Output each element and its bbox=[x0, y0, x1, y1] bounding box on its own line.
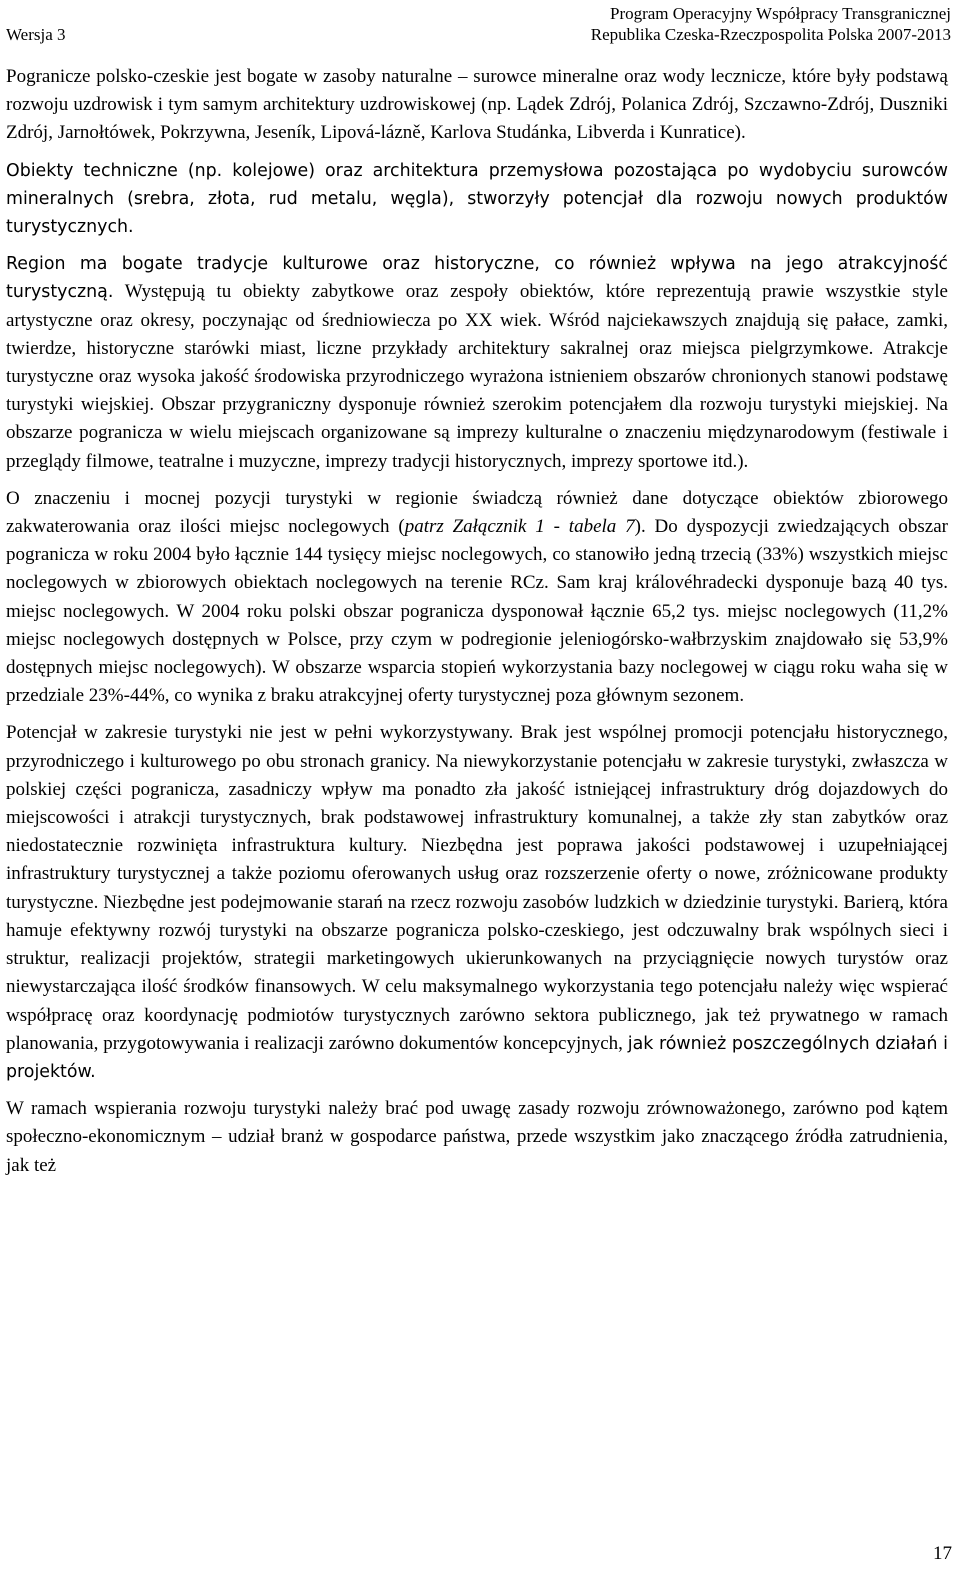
paragraph-cultural-traditions bbox=[6, 250, 948, 476]
paragraph-tourism-potential-end: jak również poszczególnych działań i projektów. bbox=[6, 1033, 948, 1082]
paragraph-accommodation bbox=[6, 485, 948, 711]
program-title-line-2: Republika Czeska-Rzeczpospolita Polska 2007-2013 bbox=[590, 25, 951, 44]
paragraph-accommodation-text-a: O znaczeniu i mocnej pozycji turystyki w regionie świadczą również dane dotyczące obiektów zbiorowego zakwaterowania oraz ilości miejsc noclegowych ( bbox=[6, 487, 948, 538]
version-label: Wersja 3 bbox=[6, 25, 66, 44]
paragraph-cultural-traditions-intro: Region ma bogate tradycje kulturowe oraz historyczne, co również wpływa na jego atrakcyjność turystyczną. bbox=[6, 254, 948, 303]
paragraph-tourism-potential bbox=[6, 719, 948, 1086]
program-title-line-1: Program Operacyjny Współpracy Transgranicznej bbox=[609, 4, 951, 23]
paragraph-sustainable-development: W ramach wspierania rozwoju turystyki należy brać pod uwagę zasady rozwoju zrównoważonego, zarówno pod kątem społeczno-ekonomicznym – udział branż w gospodarce państwa, przede wszystkim jako znaczącego źródła zatrudnienia, jak też bbox=[6, 1098, 948, 1176]
paragraph-technical-objects: Obiekty techniczne (np. kolejowe) oraz architektura przemysłowa pozostająca po wydobyciu surowców mineralnych (srebra, złota, rud metalu, węgla), stworzyły potencjał dla rozwoju nowych produktów turystycznych. bbox=[6, 160, 948, 238]
paragraph-cultural-traditions-text: Występują tu obiekty zabytkowe oraz zespoły obiektów, które reprezentują prawie wszystkie style artystyczne oraz okresy, poczynając od średniowiecza po XX wiek. Wśród najciekawszych znajdują się pałace, zamki, twierdze, historyczne starówki miast, liczne przykłady architektury sakralnej oraz miejsca pielgrzymkowe. Atrakcje turystyczne oraz wysoka jakość środowiska przyrodniczego wyrażona istnieniem obszarów chronionych stanowi podstawę turystyki wiejskiej. Obszar przygraniczny dysponuje również szerokim potencjałem dla rozwoju turystyki miejskiej. Na obszarze pogranicza w wielu miejscach organizowane są imprezy kulturalne o znaczeniu międzynarodowym (festiwale i przeglądy filmowe, teatralne i muzyczne, imprezy tradycji historycznych, imprezy sportowe itd.). bbox=[6, 281, 948, 472]
page-header bbox=[6, 0, 951, 50]
paragraph-accommodation-text-b: ). Do dyspozycji zwiedzających obszar pogranicza w roku 2004 było łącznie 144 tysięcy miejsc noclegowych, co stanowiło jedną trzecią (33%) wszystkich miejsc noclegowych w zbiorowych obiektach noclegowych na terenie RCz. Sam kraj královéhradecki dysponuje bazą 40 tys. miejsc noclegowych. W 2004 roku polski obszar pogranicza dysponował łącznie 65,2 tys. miejsc noclegowych (11,2% miejsc noclegowych dostępnych w Polsce, przy czym w podregionie jeleniogórsko-wałbrzyskim znajdowało się 53,9% dostępnych miejsc noclegowych). W obszarze wsparcia stopień wykorzystania bazy noclegowej w ciągu roku waha się w przedziale 23%-44%, co wynika z braku atrakcyjnej oferty turystycznej poza głównym sezonem. bbox=[6, 516, 948, 707]
page-number: 17 bbox=[933, 1543, 952, 1564]
annex-reference: patrz Załącznik 1 - tabela 7 bbox=[404, 516, 635, 538]
program-title bbox=[591, 3, 951, 45]
paragraph-tourism-potential-text: Potencjał w zakresie turystyki nie jest w pełni wykorzystywany. Brak jest wspólnej promocji potencjału historycznego, przyrodniczego i kulturowego po obu stronach granicy. Na niewykorzystanie potencjału w zakresie turystyki, zwłaszcza w polskiej części pogranicza, zasadniczy wpływ ma ponadto zła jakość istniejącej infrastruktury dróg dojazdowych do miejscowości i atrakcji turystycznych, brak podstawowej infrastruktury komunalnej, a także zły stan zabytków oraz niedostatecznie rozwinięta infrastruktura kultury. Niezbędna jest poprawa jakości podstawowej i uzupełniającej infrastruktury turystycznej a także poziomu oferowanych usług oraz rozszerzenie oferty o nowe, zróżnicowane produkty turystyczne. Niezbędne jest podejmowanie starań na rzecz rozwoju zasobów ludzkich w dziedzinie turystyki. Barierą, która hamuje efektywny rozwój turystyki na obszarze pogranicza polsko-czeskiego, jest odczuwalny brak wspólnych sieci i struktur, realizacji projektów, strategii marketingowych ukierunkowanych na przyciągnięcie nowych turystów oraz niewystarczająca ilość środków finansowych. W celu maksymalnego wykorzystania tego potencjału należy więc wspierać współpracę oraz koordynację podmiotów turystycznych zarówno sektora publicznego, jak też prywatnego w ramach planowania, przygotowywania i realizacji zarówno dokumentów koncepcyjnych, bbox=[6, 722, 948, 1054]
document-body bbox=[6, 63, 948, 1189]
paragraph-natural-resources: Pogranicze polsko-czeskie jest bogate w zasoby naturalne – surowce mineralne oraz wody lecznicze, które były podstawą rozwoju uzdrowisk i tym samym architektury uzdrowiskowej (np. Lądek Zdrój, Polanica Zdrój, Szczawno-Zdrój, Duszniki Zdrój, Jarnołtówek, Pokrzywna, Jeseník, Lipová-lázně, Karlova Studánka, Libverda i Kunratice). bbox=[6, 66, 948, 144]
